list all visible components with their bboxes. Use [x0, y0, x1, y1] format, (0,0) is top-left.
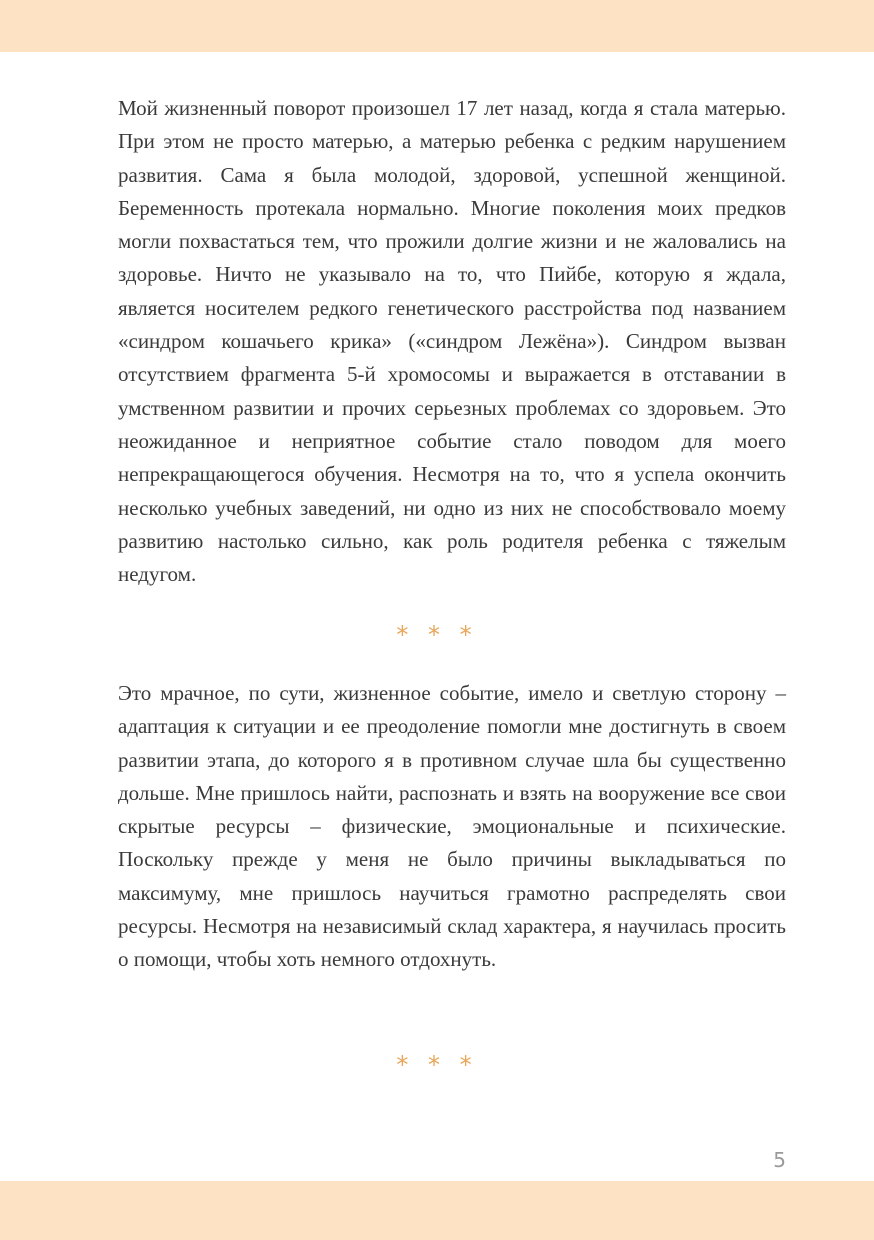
- section-separator-1: * * *: [396, 621, 478, 649]
- footer-band: [0, 1181, 874, 1240]
- body-paragraph-1: Мой жизненный поворот произошел 17 лет назад, когда я стала матерью. При этом не просто матерью, а матерью ребенка с редким нарушением развития. Сама я была молодой, здоровой, успешной женщиной. Беременность протекала нормально. Многие поколения моих предков могли похвастаться тем, что прожили долгие жизни и не жаловались на здоровье. Ничто не указывало на то, что Пийбе, которую я ждала, является носителем редкого генетического расстройства под названием «синдром кошачьего крика» («синдром Лежёна»). Синдром вызван отсутствием фрагмента 5-й хромосомы и выражается в отставании в умственном развитии и прочих серьезных проблемах со здоровьем. Это неожиданное и неприятное событие стало поводом для моего непрекращающегося обучения. Несмотря на то, что я успела окончить несколько учебных заведений, ни одно из них не способствовало моему развитию настолько сильно, как роль родителя ребенка с тяжелым недугом.: [118, 96, 786, 587]
- page-number: 5: [773, 1148, 786, 1172]
- section-separator-2: * * *: [396, 1051, 478, 1079]
- header-band: [0, 0, 874, 52]
- body-paragraph-2: Это мрачное, по сути, жизненное событие, имело и светлую сторону – адаптация к ситуации и ее преодоление помогли мне достигнуть в своем развитии этапа, до которого я в противном случае шла бы существенно дольше. Мне пришлось найти, распознать и взять на вооружение все свои скрытые ресурсы – физические, эмоциональные и психические. Поскольку прежде у меня не было причины выкладываться по максимуму, мне пришлось научиться грамотно распределять свои ресурсы. Несмотря на независимый склад характера, я научилась просить о помощи, чтобы хоть немного отдохнуть.: [118, 681, 786, 972]
